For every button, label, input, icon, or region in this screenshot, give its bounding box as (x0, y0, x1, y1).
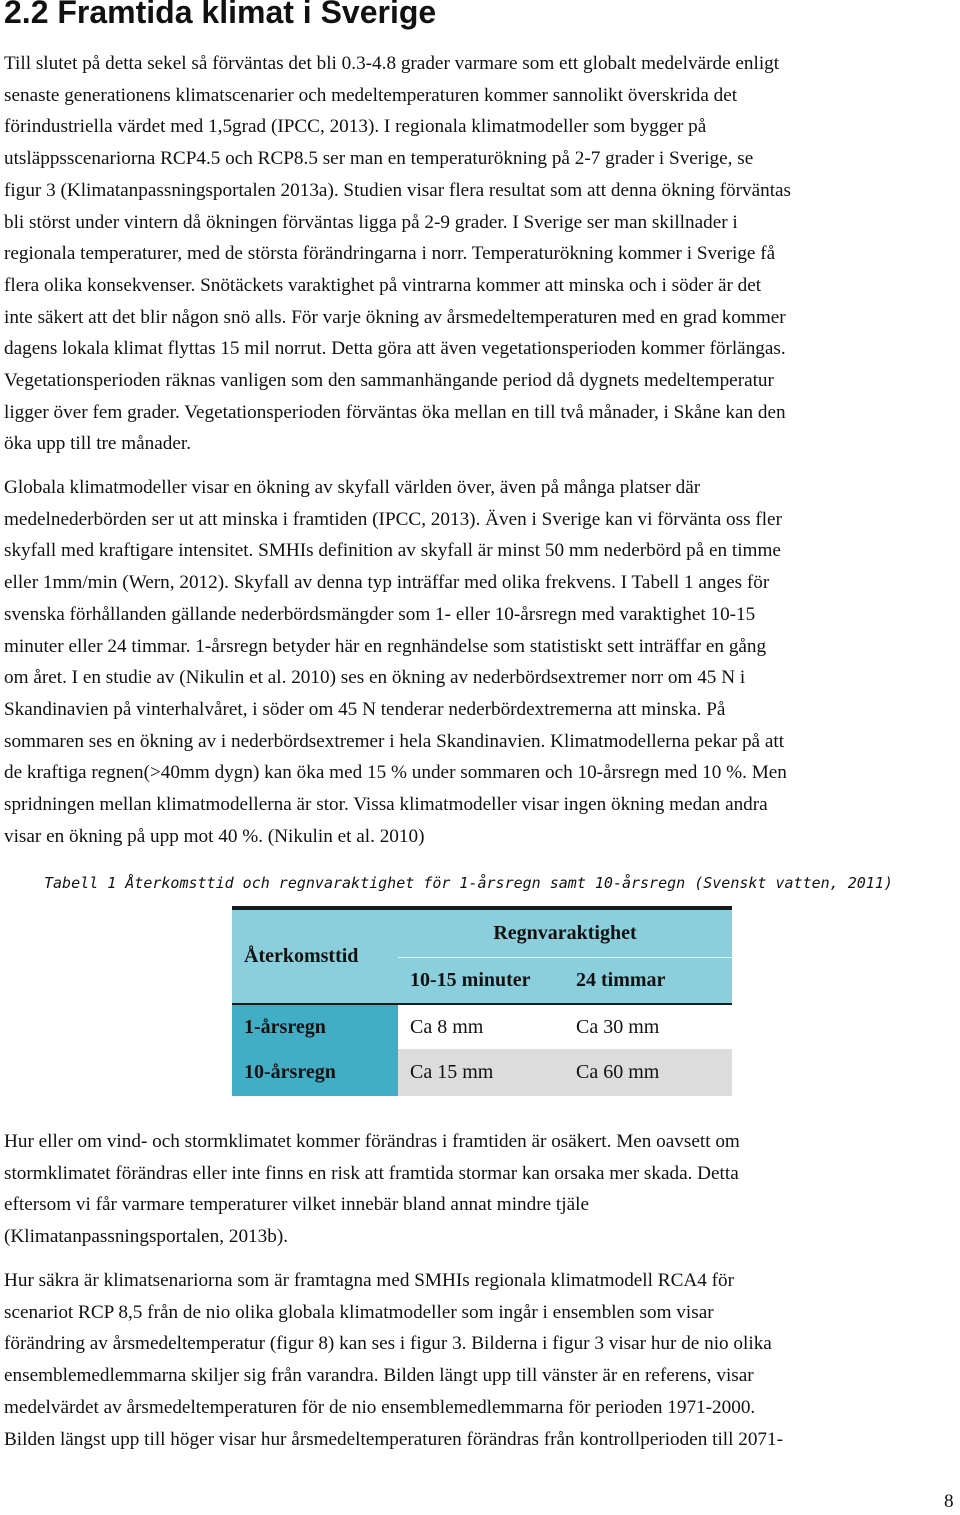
text-line: Till slutet på detta sekel så förväntas det bli 0.3-4.8 grader varmare som ett globalt medelvärde enligt (4, 53, 780, 74)
text-line: inte säkert att det blir någon snö alls. För varje ökning av årsmedeltemperaturen med en grad kommer (4, 306, 786, 328)
text-line: senaste generationens klimatscenarier och medeltemperaturen kommer sannolikt överskrida det (4, 84, 738, 106)
table-cell: Ca 60 mm (566, 1049, 732, 1096)
text-line: Hur eller om vind- och stormklimatet kommer förändras i framtiden är osäkert. Men oavsett om (4, 1131, 740, 1152)
section-heading: 2.2 Framtida klimat i Sverige (4, 0, 437, 30)
text-line: Bilden längst upp till höger visar hur årsmedeltemperaturen förändras från kontrollperioden till 2071- (4, 1428, 784, 1450)
table-cell: Ca 8 mm (398, 1005, 566, 1049)
text-line: Globala klimatmodeller visar en ökning av skyfall världen över, även på många platser där (4, 477, 701, 498)
text-line: Hur säkra är klimatsenariorna som är framtagna med SMHIs regionala klimatmodell RCA4 för (4, 1270, 734, 1291)
table-cell: Ca 15 mm (398, 1049, 566, 1096)
table-row-header-title: Återkomsttid (232, 910, 398, 1005)
page-number: 8 (944, 1491, 954, 1512)
text-line: utsläppsscenariorna RCP4.5 och RCP8.5 ser man en temperaturökning på 2-7 grader i Sverige, se (4, 148, 754, 170)
text-line: ensemblemedlemmarna skiljer sig från varandra. Bilden längt upp till vänster är en referens, visar (4, 1365, 754, 1387)
text-line: flera olika konsekvenser. Snötäckets varaktighet på vintrarna kommer att minska och i söder är det (4, 274, 762, 296)
text-line: Skandinavien på vinterhalvåret, i söder om 45 N tenderar nederbördextremerna att minska. På (4, 698, 726, 720)
return-period-table (232, 906, 732, 1096)
text-line: medelvärdet av årsmedeltemperaturen för de nio ensemblemedlemmarna för perioden 1971-2000. (4, 1396, 756, 1418)
text-line: medelnederbörden ser ut att minska i framtiden (IPCC, 2013). Även i Sverige kan vi förvänta oss fler (4, 508, 782, 530)
text-line: stormklimatet förändras eller inte finns en risk att framtida stormar kan orsaka mer skada. Detta (4, 1162, 739, 1184)
text-line: (Klimatanpassningsportalen, 2013b). (4, 1226, 289, 1248)
text-line: minuter eller 24 timmar. 1-årsregn betyder här en regnhändelse som statistiskt sett inträffar en gång (4, 635, 767, 657)
text-line: visar en ökning på upp mot 40 %. (Nikulin et al. 2010) (4, 825, 425, 847)
paragraph-scenarios (4, 1265, 783, 1455)
table-caption: Tabell 1 Återkomsttid och regnvaraktighet för 1-årsregn samt 10-årsregn (Svenskt vatten, 2011) (44, 874, 893, 892)
text-line: eller 1mm/min (Wern, 2012). Skyfall av denna typ inträffar med olika frekvens. I Tabell 1 anges för (4, 572, 770, 594)
text-line: de kraftiga regnen(>40mm dygn) kan öka med 15 % under sommaren och 10-årsregn med 10 %. Men (4, 762, 787, 784)
text-line: om året. I en studie av (Nikulin et al. 2010) ses en ökning av nederbördsextremer norr om 45 N i (4, 667, 746, 689)
text-line: svenska förhållanden gällande nederbördsmängder som 1- eller 10-årsregn med varaktighet 10-15 (4, 603, 756, 625)
text-line: spridningen mellan klimatmodellerna är stor. Vissa klimatmodeller visar ingen ökning medan andra (4, 794, 768, 816)
text-line: ligger över fem grader. Vegetationsperioden förväntas öka mellan en till två månader, i Skåne kan den (4, 401, 786, 423)
table-row-header: 10-årsregn (232, 1049, 398, 1096)
text-line: öka upp till tre månader. (4, 433, 192, 455)
paragraph-temperature (4, 48, 791, 460)
text-line: skyfall med kraftigare intensitet. SMHIs definition av skyfall är minst 50 mm nederbörd på en timme (4, 540, 781, 562)
text-line: scenariot RCP 8,5 från de nio olika globala klimatmodeller som ingår i ensemblen som visar (4, 1301, 714, 1323)
text-line: förändring av årsmedeltemperatur (figur 8) kan ses i figur 3. Bilderna i figur 3 visar hur de nio olika (4, 1333, 772, 1355)
text-line: förindustriella värdet med 1,5grad (IPCC, 2013). I regionala klimatmodeller som bygger på (4, 116, 707, 138)
paragraph-precipitation (4, 472, 787, 852)
paragraph-storm (4, 1126, 740, 1253)
table-row-header: 1-årsregn (232, 1005, 398, 1049)
text-line: figur 3 (Klimatanpassningsportalen 2013a). Studien visar flera resultat som att denna ökning förväntas (4, 179, 792, 201)
text-line: dagens lokala klimat flyttas 15 mil norrut. Detta göra att även vegetationsperioden kommer förlängas. (4, 338, 786, 360)
text-line: Vegetationsperioden räknas vanligen som den sammanhängande period då dygnets medeltemperatur (4, 370, 774, 392)
table-column-header: 24 timmar (566, 958, 732, 1005)
table-column-group-title: Regnvaraktighet (398, 910, 732, 958)
text-line: sommaren ses en ökning av i nederbördsextremer i hela Skandinavien. Klimatmodellerna pekar på att (4, 730, 785, 752)
text-line: regionala temperaturer, med de största förändringarna i norr. Temperaturökning kommer i Sverige få (4, 243, 776, 265)
text-line: eftersom vi får varmare temperaturer vilket innebär bland annat mindre tjäle (4, 1194, 589, 1216)
table-column-header: 10-15 minuter (398, 958, 566, 1005)
text-line: bli störst under vintern då ökningen förväntas ligga på 2-9 grader. I Sverige ser man skillnader i (4, 211, 738, 233)
table-cell: Ca 30 mm (566, 1005, 732, 1049)
